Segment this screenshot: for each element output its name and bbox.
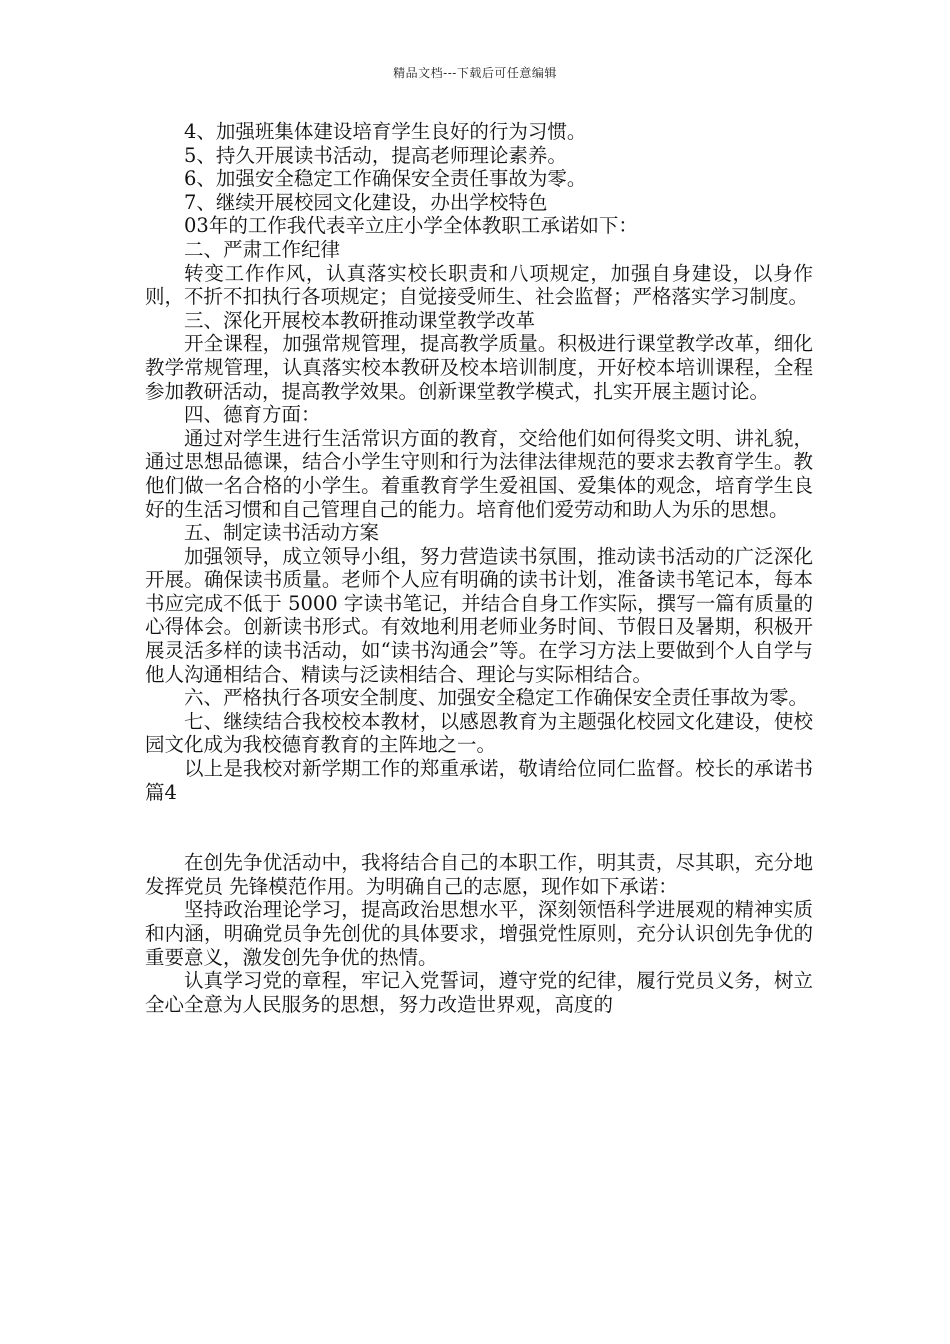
spacer	[145, 804, 813, 851]
section-paragraph-4: 通过对学生进行生活常识方面的教育，交给他们如何得奖文明、讲礼貌，通过思想品德课，结合小学生守则和行为法律法律规范的要求去教育学生。教他们做一名合格的小学生。着重教育学生爱祖国、爱集体的观念，培育学生良好的生活习惯和自己管理自己的能力。培育他们爱劳动和助人为乐的思想。	[145, 426, 813, 521]
closing-paragraph: 以上是我校对新学期工作的郑重承诺，敬请给位同仁监督。校长的承诺书 篇4	[145, 757, 813, 804]
section-heading-3: 三、深化开展校本教研推动课堂教学改革	[184, 308, 536, 332]
section-heading-4: 四、德育方面：	[184, 403, 321, 427]
list-item-5: 5、持久开展读书活动，提高老师理论素养。	[184, 143, 567, 167]
commitment-intro: 03年的工作我代表辛立庄小学全体教职工承诺如下：	[184, 214, 638, 238]
section-paragraph-2: 转变工作作风，认真落实校长职责和八项规定，加强自身建设，以身作则，不折不扣执行各项规定；自觉接受师生、社会监督；严格落实学习制度。	[145, 261, 813, 309]
section-paragraph-3: 开全课程，加强常规管理，提高教学质量。积极进行课堂教学改革，细化教学常规管理，认真落实校本教研及校本培训制度，开好校本培训课程，全程参加教研活动，提高教学效果。创新课堂教学模式，扎实开展主题讨论。	[145, 332, 813, 403]
section-heading-2: 二、严肃工作纪律	[184, 237, 341, 261]
section-paragraph-5: 加强领导，成立领导小组，努力营造读书氛围，推动读书活动的广泛深化开展。确保读书质量。老师个人应有明确的读书计划，准备读书笔记本，每本书应完成不低于 5000 字读书笔记，并结合自身工作实际，撰写一篇有质量的心得体会。创新读书形式。有效地利用老师业务时间、节假日及暑期，积极开展灵活多样的读书活动，如“读书沟通会”等。在学习方法上要做到个人自学与他人沟通相结合、精读与泛读相结合、理论与实际相结合。	[145, 544, 813, 686]
list-item-6: 6、加强安全稳定工作确保安全责任事故为零。	[184, 167, 587, 191]
pledge-intro-paragraph: 在创先争优活动中，我将结合自己的本职工作，明其责，尽其职，充分地发挥党员 先锋模范作用。为明确自己的志愿，现作如下承诺：	[145, 851, 813, 898]
pledge-paragraph-2: 认真学习党的章程，牢记入党誓词，遵守党的纪律，履行党员义务，树立全心全意为人民服务的思想，努力改造世界观，高度的	[145, 969, 813, 1016]
section-heading-7: 七、继续结合我校校本教材，以感恩教育为主题强化校园文化建设，使校园文化成为我校德育教育的主阵地之一。	[145, 709, 813, 757]
section-heading-6: 六、严格执行各项安全制度、加强安全稳定工作确保安全责任事故为零。	[184, 686, 809, 710]
document-body	[145, 120, 813, 1016]
list-item-7: 7、继续开展校园文化建设，办出学校特色	[184, 190, 548, 214]
page-header: 精品文档---下载后可任意编辑	[393, 66, 557, 80]
section-heading-5: 五、制定读书活动方案	[184, 521, 380, 545]
pledge-paragraph-1: 坚持政治理论学习，提高政治思想水平，深刻领悟科学进展观的精神实质和内涵，明确党员争先创优的具体要求，增强党性原则，充分认识创先争优的重要意义，激发创先争优的热情。	[145, 898, 813, 969]
list-item-4: 4、加强班集体建设培育学生良好的行为习惯。	[184, 120, 587, 143]
